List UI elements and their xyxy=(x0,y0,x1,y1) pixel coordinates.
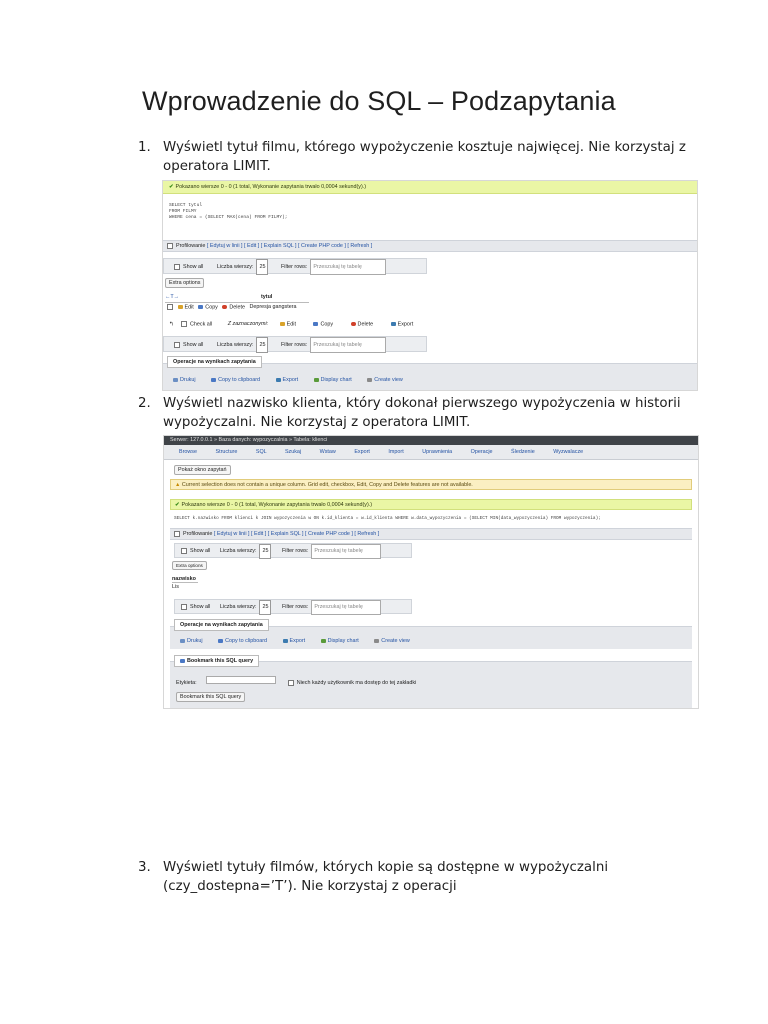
show-all-label: Show all xyxy=(183,264,204,270)
question-text-line1: Wyświetl tytuły filmów, których kopie są dostępne w wypożyczalni xyxy=(163,860,609,875)
row-edit-link[interactable]: Edit xyxy=(184,304,194,311)
question-text-line2: wypożyczalni. Nie korzystaj z operatora LIMIT. xyxy=(163,415,471,430)
copy-clipboard-link[interactable]: Copy to clipboard xyxy=(218,377,261,383)
nav-insert[interactable]: Wstaw xyxy=(319,449,336,455)
nav-search[interactable]: Szukaj xyxy=(284,449,302,455)
export-icon xyxy=(347,450,352,454)
operations-tab[interactable]: Operacje na wynikach zapytania xyxy=(167,356,262,368)
print-link[interactable]: Drukuj xyxy=(180,377,196,383)
result-row xyxy=(167,304,297,310)
question-text-line1: Wyświetl tytuł filmu, którego wypożyczenie kosztuje najwięcej. Nie korzystaj z xyxy=(163,140,686,155)
nav-sql[interactable]: SQL xyxy=(255,449,267,455)
show-all-checkbox[interactable] xyxy=(181,604,187,610)
filter-label: Filter rows: xyxy=(281,604,309,610)
checkmark-icon: ✔ xyxy=(169,184,174,190)
show-all-checkbox[interactable] xyxy=(174,342,180,348)
sql-code xyxy=(169,203,288,220)
copy-icon xyxy=(313,322,318,326)
extra-options-button[interactable]: Extra options xyxy=(172,561,207,570)
cell-value: Depresja gangstera xyxy=(249,304,297,311)
show-all-label: Show all xyxy=(190,604,211,610)
success-text: Pokazano wiersze 0 - 0 (1 total, Wykonanie zapytania trwało 0,0004 sekund(y).) xyxy=(181,502,373,508)
rows-select[interactable]: 25 xyxy=(256,259,268,275)
pencil-icon xyxy=(178,305,183,309)
bookmark-button[interactable]: Bookmark this SQL query xyxy=(176,692,245,702)
nav-operations[interactable]: Operacje xyxy=(470,449,493,455)
triggers-icon xyxy=(546,450,551,454)
sql-line: WHERE cena = (SELECT MAX(cena) FROM FILMY); xyxy=(169,214,288,220)
success-message xyxy=(170,499,692,510)
check-all-label[interactable]: Check all xyxy=(190,321,213,328)
question-text-line1: Wyświetl nazwisko klienta, który dokonał pierwszego wypożyczenia w historii xyxy=(163,396,681,411)
filter-input[interactable]: Przeszukaj tę tabelę xyxy=(310,337,386,353)
screenshot-query-result-1 xyxy=(162,180,698,391)
checkmark-icon: ✔ xyxy=(175,502,180,508)
profiling-links[interactable]: [ Edytuj w linii ] [ Edit ] [ Explain SQL ] [ Create PHP code ] [ Refresh ] xyxy=(213,531,380,537)
chart-icon xyxy=(321,639,326,643)
label-field-row xyxy=(176,676,416,686)
nav-export[interactable]: Export xyxy=(354,449,370,455)
print-link[interactable]: Drukuj xyxy=(187,638,203,644)
structure-icon xyxy=(208,450,213,454)
bulk-edit[interactable]: Edit xyxy=(286,321,296,328)
insert-icon xyxy=(313,450,318,454)
delete-icon xyxy=(222,305,227,309)
question-number: 3. xyxy=(138,860,151,875)
screenshot-query-result-2 xyxy=(163,435,699,709)
arrow-up-icon: ↰ xyxy=(169,321,174,328)
show-all-label: Show all xyxy=(183,342,204,348)
copy-clipboard-link[interactable]: Copy to clipboard xyxy=(225,638,268,644)
question-number: 1. xyxy=(138,140,151,155)
filter-label: Filter rows: xyxy=(281,548,309,554)
warning-text: Current selection does not contain a unique column. Grid edit, checkbox, Edit, Copy and Delete features are not available. xyxy=(181,482,473,488)
profiling-label: Profilowanie xyxy=(176,243,206,249)
create-view-link[interactable]: Create view xyxy=(374,377,403,383)
view-icon xyxy=(374,639,379,643)
tracking-icon xyxy=(504,450,509,454)
navigation-controls-top xyxy=(163,258,427,274)
with-selected-label: Z zaznaczonymi: xyxy=(227,321,269,328)
chart-icon xyxy=(314,378,319,382)
browse-icon xyxy=(172,450,177,454)
bookmark-tab[interactable] xyxy=(174,655,259,667)
display-chart-link[interactable]: Display chart xyxy=(320,377,352,383)
success-text: Pokazano wiersze 0 - 0 (1 total, Wykonanie zapytania trwało 0,0004 sekund(y).) xyxy=(175,184,367,190)
extra-options-button[interactable]: Extra options xyxy=(165,278,204,288)
search-icon xyxy=(278,450,283,454)
navigation-controls-bottom xyxy=(163,336,427,352)
row-checkbox[interactable] xyxy=(167,304,173,310)
profiling-bar xyxy=(163,240,697,252)
bulk-export[interactable]: Export xyxy=(397,321,414,328)
clipboard-icon xyxy=(218,639,223,643)
label-field-label: Etykieta: xyxy=(176,680,197,686)
sql-icon xyxy=(249,450,254,454)
show-all-checkbox[interactable] xyxy=(181,548,187,554)
filter-label: Filter rows: xyxy=(280,264,308,270)
warning-message xyxy=(170,479,692,490)
nav-triggers[interactable]: Wyzwalacze xyxy=(553,449,584,455)
bulk-copy[interactable]: Copy xyxy=(320,321,334,328)
display-chart-link[interactable]: Display chart xyxy=(327,638,359,644)
bulk-actions xyxy=(169,321,413,327)
filter-label: Filter rows: xyxy=(280,342,308,348)
top-navigation xyxy=(164,445,698,460)
copy-icon xyxy=(198,305,203,309)
import-icon xyxy=(381,450,386,454)
rows-label: Liczba wierszy: xyxy=(219,604,257,610)
profiling-checkbox[interactable] xyxy=(167,243,173,249)
operations-links xyxy=(173,377,403,383)
operations-icon xyxy=(464,450,469,454)
nav-tracking[interactable]: Śledzenie xyxy=(511,449,535,455)
export-icon xyxy=(283,639,288,643)
arrows-icon[interactable]: ←T→ xyxy=(165,294,180,300)
rows-select[interactable]: 25 xyxy=(256,337,268,353)
bookmark-tab-label: Bookmark this SQL query xyxy=(187,658,254,664)
share-checkbox-label: Niech każdy użytkownik ma dostęp do tej zakładki xyxy=(296,680,417,686)
share-checkbox[interactable] xyxy=(288,680,294,686)
rows-label: Liczba wierszy: xyxy=(216,342,254,348)
delete-icon xyxy=(351,322,356,326)
privileges-icon xyxy=(415,450,420,454)
question-text-line2: operatora LIMIT. xyxy=(163,159,271,174)
rows-label: Liczba wierszy: xyxy=(219,548,257,554)
bookmark-icon xyxy=(180,659,185,663)
profiling-label: Profilowanie xyxy=(183,531,213,537)
warning-icon: ▲ xyxy=(175,482,181,488)
check-all-checkbox[interactable] xyxy=(181,321,187,327)
question-number: 2. xyxy=(138,396,151,411)
rows-select[interactable]: 25 xyxy=(259,544,271,559)
filter-input[interactable]: Przeszukaj tę tabelę xyxy=(310,259,386,275)
nav-structure[interactable]: Structure xyxy=(215,449,238,455)
nav-import[interactable]: Import xyxy=(388,449,404,455)
profiling-links[interactable]: [ Edytuj w linii ] [ Edit ] [ Explain SQL ] [ Create PHP code ] [ Refresh ] xyxy=(206,243,373,249)
filter-input[interactable]: Przeszukaj tę tabelę xyxy=(311,544,381,559)
rows-label: Liczba wierszy: xyxy=(216,264,254,270)
create-view-link[interactable]: Create view xyxy=(381,638,410,644)
row-delete-link[interactable]: Delete xyxy=(229,304,245,311)
cell-value: Lis xyxy=(172,584,179,590)
print-icon xyxy=(173,378,178,382)
export-icon xyxy=(391,322,396,326)
show-query-box-button[interactable]: Pokaż okno zapytań xyxy=(174,465,231,475)
navigation-controls-bottom xyxy=(174,599,412,614)
pencil-icon xyxy=(280,322,285,326)
sql-line: FROM FILMY xyxy=(169,208,197,214)
view-icon xyxy=(367,378,372,382)
label-input[interactable] xyxy=(206,676,276,684)
result-header xyxy=(165,294,309,303)
column-header-nazwisko[interactable]: nazwisko xyxy=(172,576,198,583)
clipboard-icon xyxy=(211,378,216,382)
bulk-delete[interactable]: Delete xyxy=(357,321,374,328)
nav-privileges[interactable]: Uprawnienia xyxy=(422,449,453,455)
print-icon xyxy=(180,639,185,643)
nav-browse[interactable]: Browse xyxy=(179,449,197,455)
profiling-checkbox[interactable] xyxy=(174,531,180,537)
operations-tab[interactable]: Operacje na wynikach zapytania xyxy=(174,619,269,631)
document-title: Wprowadzenie do SQL – Podzapytania xyxy=(142,86,616,116)
success-message xyxy=(163,181,698,194)
sql-line: SELECT tytul xyxy=(169,203,203,208)
export-icon xyxy=(276,378,281,382)
breadcrumb[interactable]: Serwer: 127.0.0.1 » Baza danych: wypozyczalnia » Tabela: klienci xyxy=(164,436,699,445)
show-all-label: Show all xyxy=(190,548,211,554)
export-link[interactable]: Export xyxy=(282,377,299,383)
sql-code: SELECT k.nazwisko FROM klienci k JOIN wypozyczenia w ON k.id_klienta = w.id_klienta WHERE w.data_wypozyczenia = (SELECT MIN(data_wypozyczenia) FROM wypozyczenia); xyxy=(174,516,601,521)
navigation-controls-top xyxy=(174,543,412,558)
rows-select[interactable]: 25 xyxy=(259,600,271,615)
export-link[interactable]: Export xyxy=(289,638,306,644)
row-copy-link[interactable]: Copy xyxy=(205,304,218,311)
column-header-tytul[interactable]: tytul xyxy=(261,294,273,300)
operations-links xyxy=(180,638,410,644)
filter-input[interactable]: Przeszukaj tę tabelę xyxy=(311,600,381,615)
profiling-bar xyxy=(170,528,692,540)
show-all-checkbox[interactable] xyxy=(174,264,180,270)
question-text-line2: (czy_dostepna=’T’). Nie korzystaj z operacji xyxy=(163,879,457,894)
